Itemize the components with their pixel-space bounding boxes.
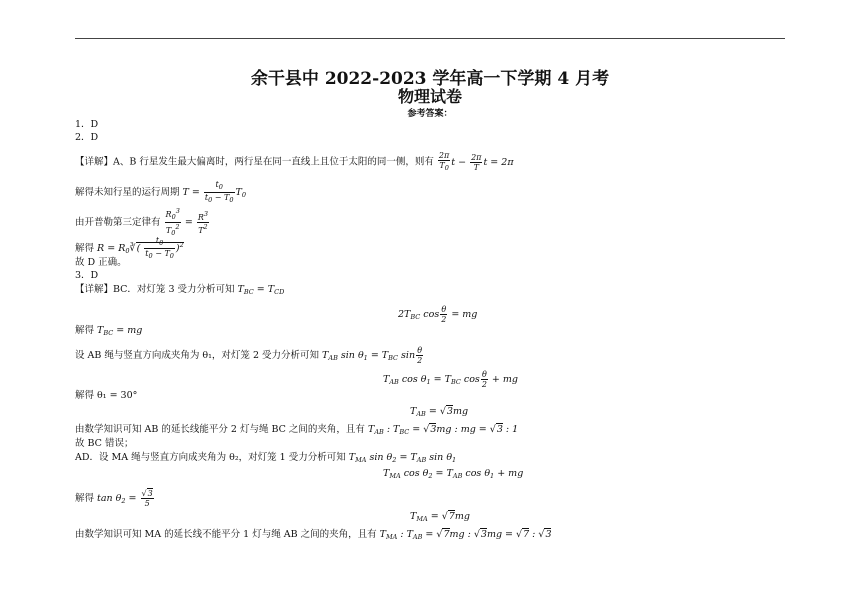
q2-kepler-line [75, 207, 210, 238]
q2-kepler-text: 由开普勒第三定律有 [75, 217, 161, 228]
q3-tab-result: $T_{AB} = √3mg$ [410, 406, 469, 418]
q3-ma-sin-eq: $T_{MA}$ $\sin \theta_2 = T_{AB}$ $\sin \theta_1$ [348, 452, 457, 464]
header-rule [75, 38, 785, 39]
q2-detail-line [75, 151, 514, 173]
q3-math-ab-line [75, 424, 518, 438]
q3-ab-angle-line [75, 346, 424, 365]
q2-period-line [75, 180, 246, 205]
q3-ab-sin-eq: $T_{AB}$ $\sin \theta_1 = T_{BC}$ sin $\frac{\theta}{2}$ [322, 346, 423, 365]
page-subtitle: 物理试卷 [397, 87, 462, 106]
q3-solve-tbc-line [75, 325, 142, 339]
q3-tbc-mg: $T_{BC}$ = mg [97, 325, 143, 337]
q3-solve-tan-text: 解得 [75, 493, 95, 504]
q3-detail-line [75, 284, 284, 298]
q3-solve-tbc-text: 解得 [75, 325, 95, 336]
q3-ma-cos-eq: $T_{MA}$ $\cos \theta_2 = T_{AB}$ $\cos \theta_1$ + mg [383, 468, 524, 480]
q3-eq-2tbc: $2T_{BC}$ cos $\frac{\theta}{2}$ = mg [398, 305, 478, 324]
q3-bc-wrong: 故 BC 错误； [75, 438, 134, 449]
answer-3: 3．D [75, 270, 99, 281]
q3-detail-text: 【详解】BC．对灯笼 3 受力分析可知 [75, 284, 235, 295]
q3-ad-text: AD．设 MA 绳与竖直方向成夹角为 θ₂，对灯笼 1 受力分析可知 [75, 452, 346, 463]
q2-kepler-formula: $\frac{R_0^3}{T_0^2}$ = $\frac{R^3}{T^2}$ [165, 207, 209, 237]
page-title: 余干县中 2022-2023 学年高一下学期 4 月考 [250, 69, 610, 89]
q2-period-formula: T = $\frac{t_0}{t_0 - T_0}$ $T_0$ [182, 180, 246, 204]
q2-conclusion: 故 D 正确。 [75, 257, 127, 268]
answers-heading: 参考答案： [407, 109, 453, 119]
answer-2: 2．D [75, 132, 99, 143]
q3-tan-formula: $\tan \theta_2$ = $\frac{√3}{5}$ [97, 489, 153, 508]
q3-tma-result: $T_{MA} = √7mg$ [410, 511, 470, 523]
q2-result-formula: $R = R_0∛$( $\frac{t_0}{t_0 - T_0}$ )$^2$ [97, 236, 184, 260]
q2-period-text: 解得未知行星的运行周期 [75, 187, 180, 198]
q3-solve-theta1: 解得 θ₁ = 30° [75, 390, 138, 401]
q3-ab-cos-eq: $T_{AB}$ $\cos \theta_1 = T_{BC}$ cos $\frac{\theta}{2}$ + mg [383, 370, 518, 389]
q3-ab-ratio: $T_{AB}$ : $T_{BC} = √3mg$ : mg = √3 : 1 [367, 424, 519, 436]
q3-ma-ratio: $T_{MA}$ : $T_{AB} = √7mg$ : √3mg = √7 : √3 [379, 529, 552, 541]
q2-equation: $\frac{2\pi}{T_0}$ t − $\frac{2\pi}{T}$ t = 2π [438, 151, 514, 172]
q3-ab-angle-text: 设 AB 绳与竖直方向成夹角为 θ₁，对灯笼 2 受力分析可知 [75, 350, 320, 361]
q3-solve-tan-line [75, 489, 155, 508]
answer-1: 1．D [75, 119, 99, 130]
q2-detail-text: 【详解】A、B 行星发生最大偏离时，两行星在同一直线上且位于太阳的同一侧，则有 [75, 156, 434, 168]
q2-result-text: 解得 [75, 243, 95, 254]
q3-math-ab-text: 由数学知识可知 AB 的延长线能平分 2 灯与绳 BC 之间的夹角，且有 [75, 424, 365, 435]
q3-math-ma-text: 由数学知识可知 MA 的延长线不能平分 1 灯与绳 AB 之间的夹角，且有 [75, 529, 377, 540]
q3-tbc-tcd: $T_{BC} = T_{CD}$ [237, 284, 285, 296]
q3-math-ma-line [75, 529, 551, 543]
q3-ad-line [75, 452, 456, 466]
